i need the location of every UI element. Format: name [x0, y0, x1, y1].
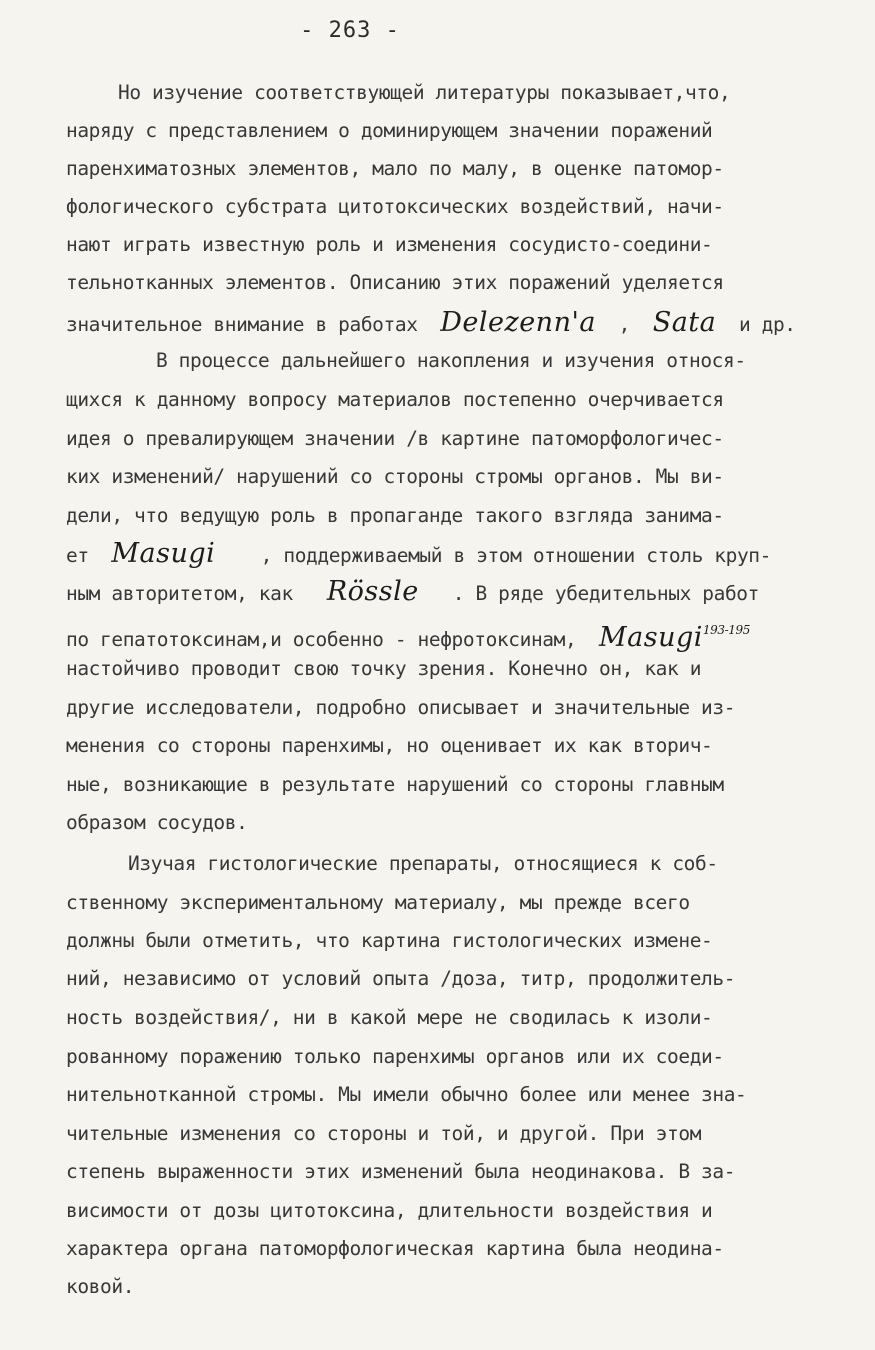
text-line: дели, что ведущую роль в пропаганде такого взгляда занима-: [66, 504, 724, 527]
text-line: висимости от дозы цитотоксина, длительности воздействия и: [66, 1199, 713, 1222]
text-line: чительные изменения со стороны и той, и другой. При этом: [66, 1122, 702, 1145]
text-segment: . В ряде убедительных работ: [452, 582, 759, 605]
handwritten-name: Rössle: [326, 576, 419, 607]
text-line: менения со стороны паренхимы, но оценивает их как вторич-: [66, 734, 713, 757]
text-segment: значительное внимание в работах: [66, 313, 418, 336]
text-line: ковой.: [66, 1275, 135, 1298]
text-line: другие исследователи, подробно описывает и значительные из-: [66, 696, 736, 719]
handwritten-name: Masugi: [111, 538, 216, 569]
text-line: настойчиво проводит свою точку зрения. Конечно он, как и: [66, 657, 702, 680]
text-line: ные, возникающие в результате нарушений со стороны главным: [66, 773, 724, 796]
text-line: тельнотканных элементов. Описанию этих поражений уделяется: [66, 271, 724, 294]
text-line: должны были отметить, что картина гистологических измене-: [66, 929, 713, 952]
page-number: - 263 -: [300, 18, 400, 43]
text-line: паренхиматозных элементов, мало по малу, в оценке патомор-: [66, 157, 724, 180]
text-line: характера органа патоморфологическая картина была неодина-: [66, 1237, 724, 1260]
text-line: наряду с представлением о доминирующем значении поражений: [66, 119, 713, 142]
text-line: нительнотканной стромы. Мы имели обычно более или менее зна-: [66, 1083, 747, 1106]
text-line: идея о превалирующем значении /в картине патоморфологичес-: [66, 427, 724, 450]
text-line: фологического субстрата цитотоксических воздействий, начи-: [66, 195, 724, 218]
handwritten-name: Sata: [652, 307, 717, 338]
text-line-with-names: [66, 304, 806, 344]
text-line: Но изучение соответствующей литературы показывает,что,: [118, 81, 731, 104]
text-line: степень выраженности этих изменений была неодинакова. В за-: [66, 1160, 736, 1183]
text-segment: ет: [66, 544, 89, 567]
text-line: ственному экспериментальному материалу, мы прежде всего: [66, 891, 690, 914]
text-line: Изучая гистологические препараты, относящиеся к соб-: [128, 852, 718, 875]
text-line: В процессе дальнейшего накопления и изучения относя-: [156, 349, 746, 372]
reference-numbers: 193-195: [702, 623, 750, 637]
handwritten-name: Masugi: [599, 622, 703, 653]
text-segment: , поддерживаемый в этом отношении столь круп-: [260, 544, 771, 567]
text-line: образом сосудов.: [66, 811, 248, 834]
text-line: рованному поражению только паренхимы органов или их соеди-: [66, 1045, 724, 1068]
handwritten-name: Delezenn'a: [440, 307, 596, 338]
text-line: нают играть известную роль и изменения сосудисто-соедини-: [66, 233, 713, 256]
text-segment: и др.: [738, 313, 796, 336]
text-line-with-name: [66, 573, 806, 613]
text-segment: ,: [618, 313, 631, 336]
text-segment: ным авторитетом, как: [66, 582, 293, 605]
text-line: ний, независимо от условий опыта /доза, титр, продолжитель-: [66, 967, 736, 990]
text-line: ких изменений/ нарушений со стороны стромы органов. Мы ви-: [66, 465, 724, 488]
text-segment: по гепатотоксинам,и особенно - нефротоксинам,: [66, 628, 577, 651]
text-line: ность воздействия/, ни в какой мере не сводилась к изоли-: [66, 1006, 713, 1029]
text-line-with-name: [66, 535, 806, 575]
text-line: щихся к данному вопросу материалов постепенно очерчивается: [66, 388, 724, 411]
